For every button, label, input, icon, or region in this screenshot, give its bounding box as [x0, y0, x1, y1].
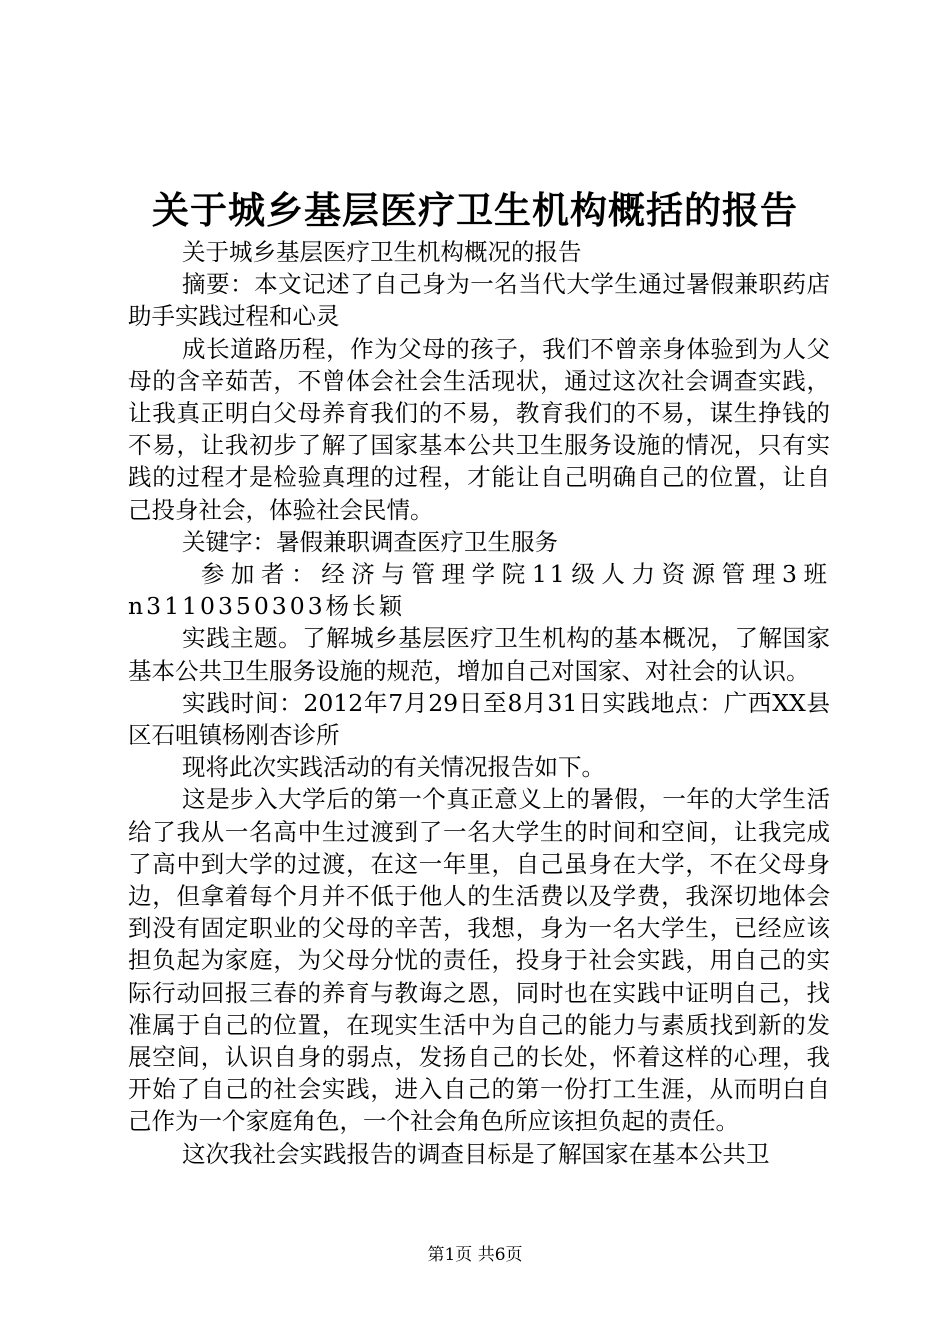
paragraph-intro: 现将此次实践活动的有关情况报告如下。	[182, 753, 606, 782]
paragraph-growth: 成长道路历程，作为父母的孩子，我们不曾亲身体验到为人父母的含辛茹苦，不曾体会社会生活现状，通过这次社会调查实践，让我真正明白父母养育我们的不易，教育我们的不易，谋生挣钱的不易，让我初步了解了国家基本公共卫生服务设施的情况，只有实践的过程才是检验真理的过程，才能让自己明确自己的位置，让自己投身社会，体验社会民情。	[128, 334, 830, 524]
document-body	[128, 236, 830, 1170]
paragraph-time-place: 实践时间：2012年7月29日至8月31日实践地点：广西XX县区石咀镇杨刚杏诊所	[128, 688, 830, 750]
paragraph-subtitle: 关于城乡基层医疗卫生机构概况的报告	[182, 238, 582, 266]
paragraph-theme: 实践主题。了解城乡基层医疗卫生机构的基本概况，了解国家基本公共卫生服务设施的规范，增加自己对国家、对社会的认识。	[128, 624, 830, 685]
paragraph-keywords: 关键字：暑假兼职调查医疗卫生服务	[182, 527, 559, 556]
paragraph-main: 这是步入大学后的第一个真正意义上的暑假，一年的大学生活给了我从一名高中生过渡到了一名大学生的时间和空间，让我完成了高中到大学的过渡，在这一年里，自己虽身在大学，不在父母身边，但拿着每个月并不低于他人的生活费以及学费，我深切地体会到没有固定职业的父母的辛苦，我想，身为一名大学生，已经应该担负起为家庭，为父母分忧的责任，投身于社会实践，用自己的实际行动回报三春的养育与教诲之恩，同时也在实践中证明自己，找准属于自己的位置，在现实生活中为自己的能力与素质找到新的发展空间，认识自身的弱点，发扬自己的长处，怀着这样的心理，我开始了自己的社会实践，进入自己的第一份打工生涯，从而明白自己作为一个家庭角色，一个社会角色所应该担负起的责任。	[128, 785, 830, 1136]
paragraph-abstract: 摘要：本文记述了自己身为一名当代大学生通过暑假兼职药店助手实践过程和心灵	[128, 270, 830, 331]
page-footer: 第1页 共6页	[427, 1245, 523, 1265]
paragraph-participant: 参加者：经济与管理学院11级人力资源管理3班n3110350303杨长颖	[128, 560, 830, 621]
document-title: 关于城乡基层医疗卫生机构概括的报告	[152, 188, 798, 232]
paragraph-goal: 这次我社会实践报告的调查目标是了解国家在基本公共卫	[182, 1139, 770, 1168]
